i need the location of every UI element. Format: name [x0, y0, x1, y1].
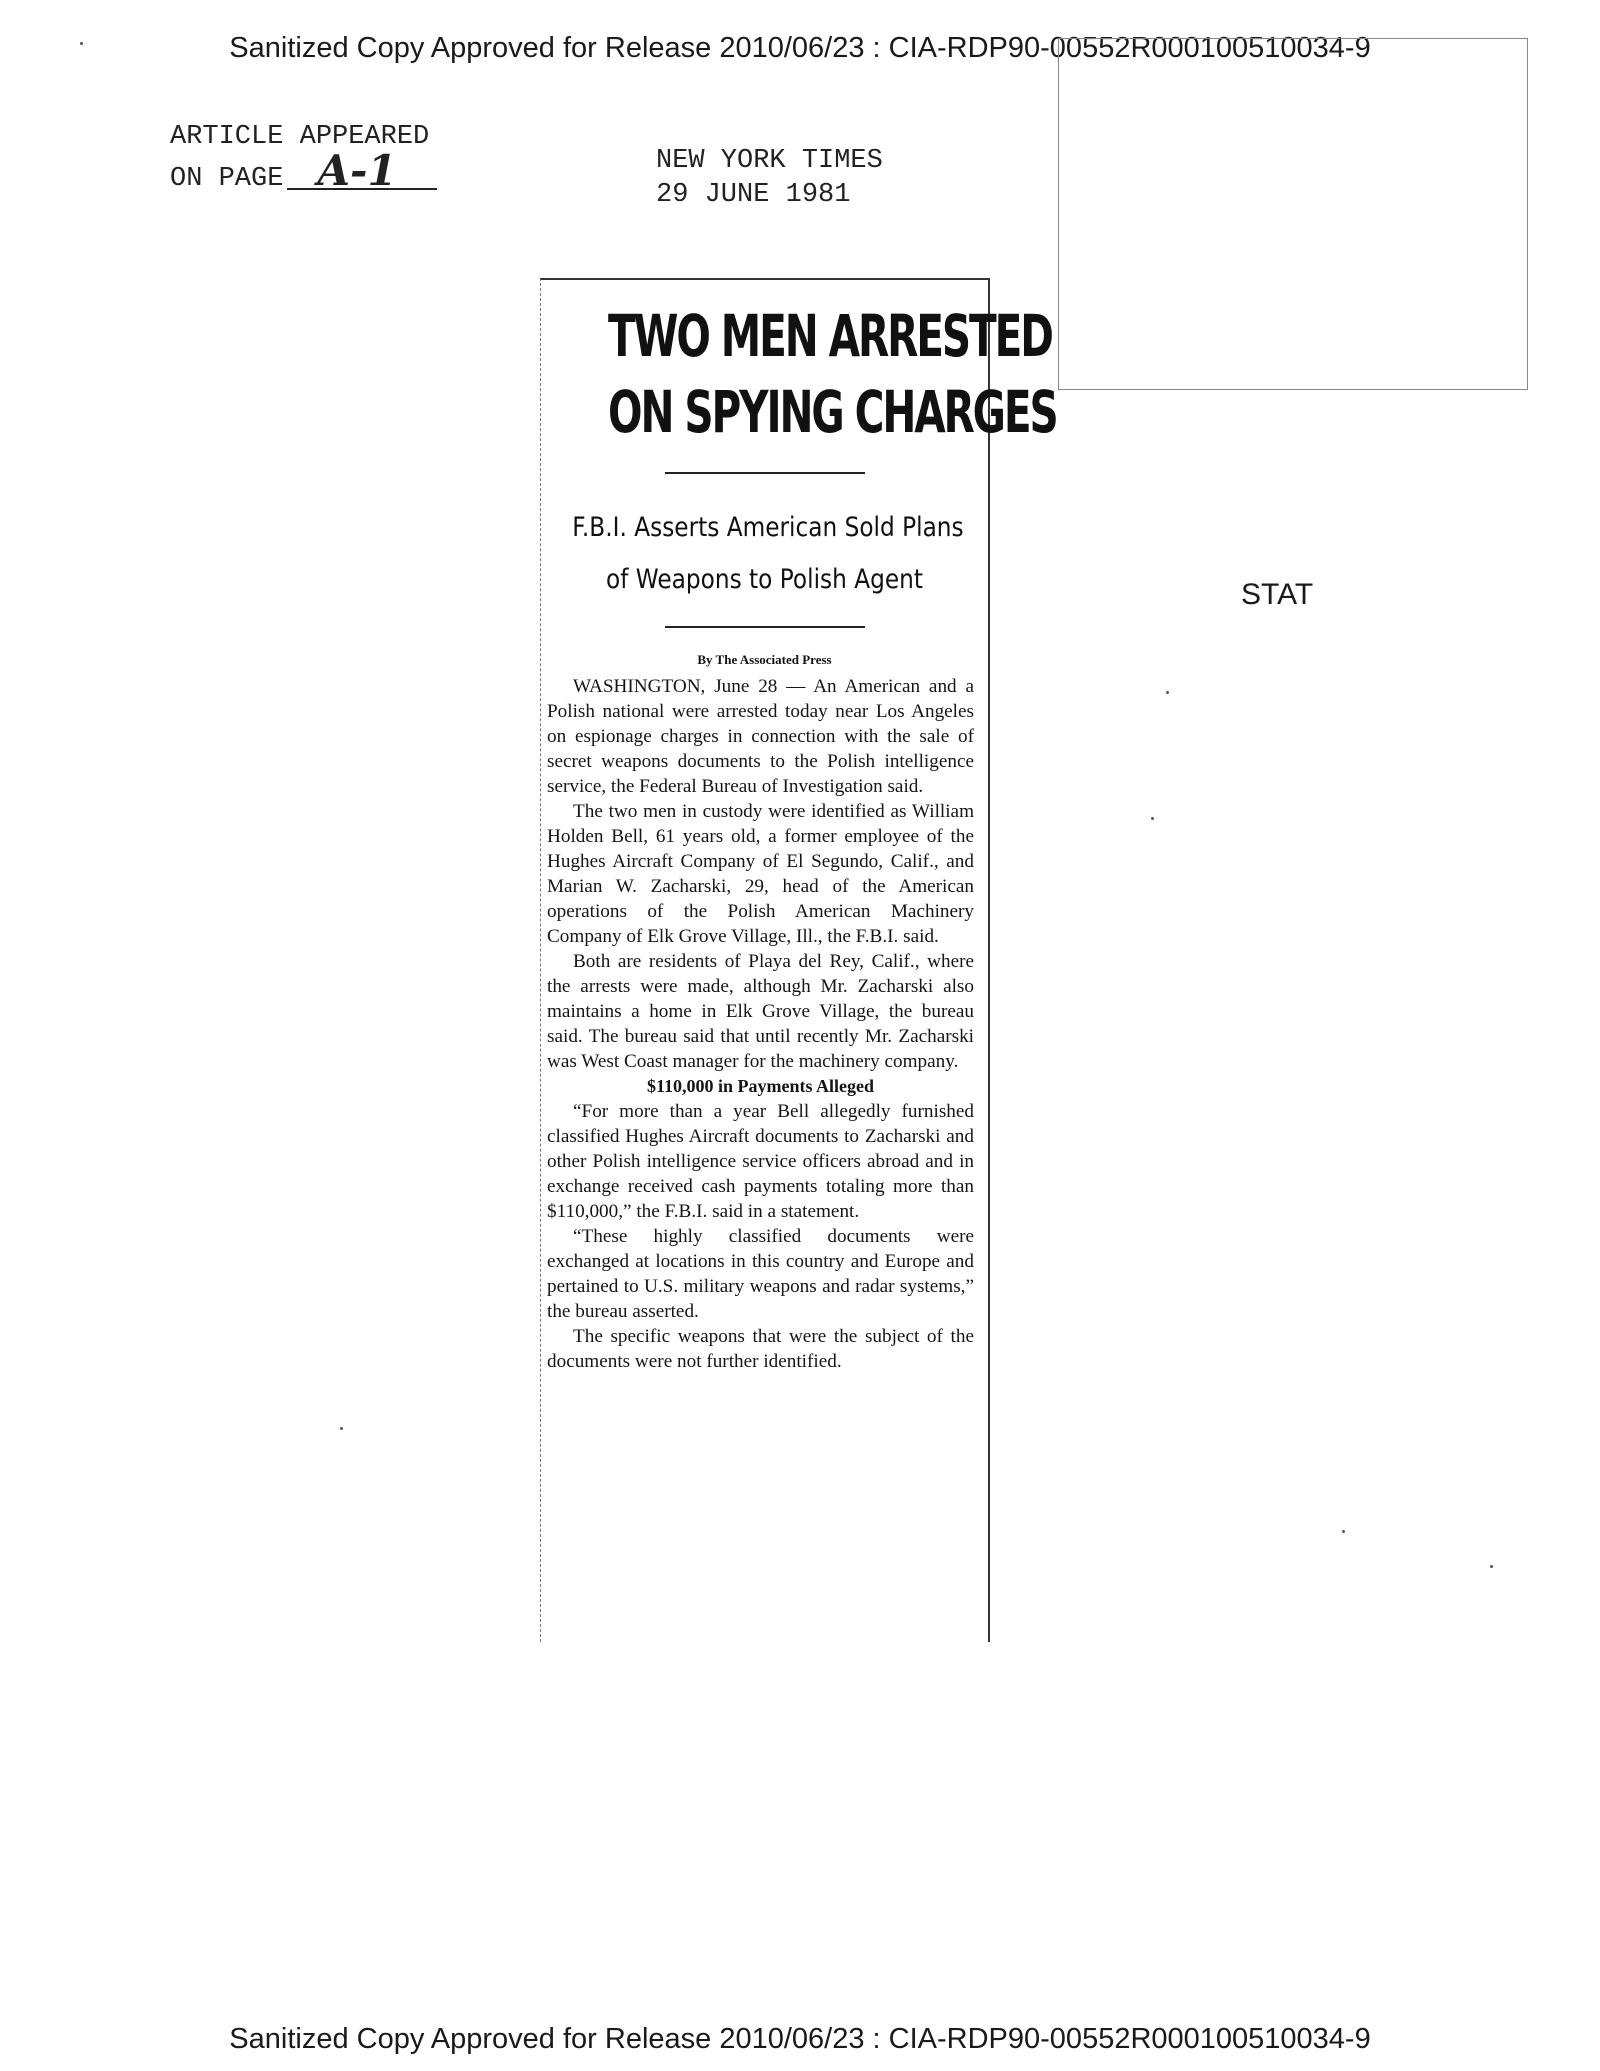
scan-speck	[1490, 1565, 1493, 1568]
redaction-box	[1058, 38, 1528, 390]
article-paragraph: Both are residents of Playa del Rey, Calif., where the arrests were made, although Mr. Zacharski also maintains a home in Elk Grove Village, the bureau said. The bureau said that until recently Mr. Zacharski was West Coast manager for the machinery company.	[547, 951, 974, 1072]
sanitization-header: Sanitized Copy Approved for Release 2010/06/23 : CIA-RDP90-00552R000100510034-9	[229, 32, 1371, 64]
on-page-text: ON PAGE	[170, 164, 284, 194]
article-body	[541, 668, 988, 1374]
article-paragraph: WASHINGTON, June 28 — An American and a Polish national were arrested today near Los Angeles on espionage charges in connection with the sale of secret weapons documents to the Polish intelligence service, the Federal Bureau of Investigation said.	[547, 676, 974, 797]
article-paragraph: “For more than a year Bell allegedly furnished classified Hughes Aircraft documents to Zacharski and other Polish intelligence service officers abroad and in exchange received cash payments totaling more than $110,000,” the F.B.I. said in a statement.	[547, 1101, 974, 1222]
article-appeared-text: ARTICLE APPEARED	[170, 122, 430, 152]
subhead-line-2: of Weapons to Polish Agent	[606, 564, 923, 595]
scan-speck	[1151, 817, 1154, 820]
article-paragraph: The specific weapons that were the subject of the documents were not further identified.	[547, 1326, 974, 1372]
scan-speck	[340, 1427, 343, 1430]
scan-speck	[80, 42, 83, 45]
publication-name: NEW YORK TIMES	[656, 146, 883, 176]
source-label	[656, 144, 883, 212]
headline-line-1: TWO MEN ARRESTED	[608, 302, 1052, 370]
subhead-rule	[665, 626, 865, 628]
page-number-handwritten: A-1	[287, 154, 436, 190]
headline-rule	[665, 472, 865, 474]
scan-speck	[1166, 691, 1169, 694]
article-paragraph: The two men in custody were identified as William Holden Bell, 61 years old, a former employee of the Hughes Aircraft Company of El Segundo, Calif., and Marian W. Zacharski, 29, head of the American operations of the Polish American Machinery Company of Elk Grove Village, Ill., the F.B.I. said.	[547, 801, 974, 947]
headline-line-2: ON SPYING CHARGES	[608, 378, 1057, 446]
byline: By The Associated Press	[697, 652, 832, 667]
subhead-line-1: F.B.I. Asserts American Sold Plans	[572, 512, 964, 543]
sanitization-footer: Sanitized Copy Approved for Release 2010/06/23 : CIA-RDP90-00552R000100510034-9	[229, 2023, 1371, 2055]
on-page-line	[170, 146, 437, 196]
newspaper-clipping	[540, 278, 1057, 1642]
article-paragraph: “These highly classified documents were exchanged at locations in this country and Europe and pertained to U.S. military weapons and radar systems,” the bureau asserted.	[547, 1226, 974, 1322]
crosshead: $110,000 in Payments Alleged	[646, 1076, 874, 1096]
scan-speck	[1342, 1530, 1345, 1533]
stat-label: STAT	[1241, 578, 1314, 611]
publication-date: 29 JUNE 1981	[656, 180, 851, 210]
article-appeared-label	[170, 120, 437, 196]
